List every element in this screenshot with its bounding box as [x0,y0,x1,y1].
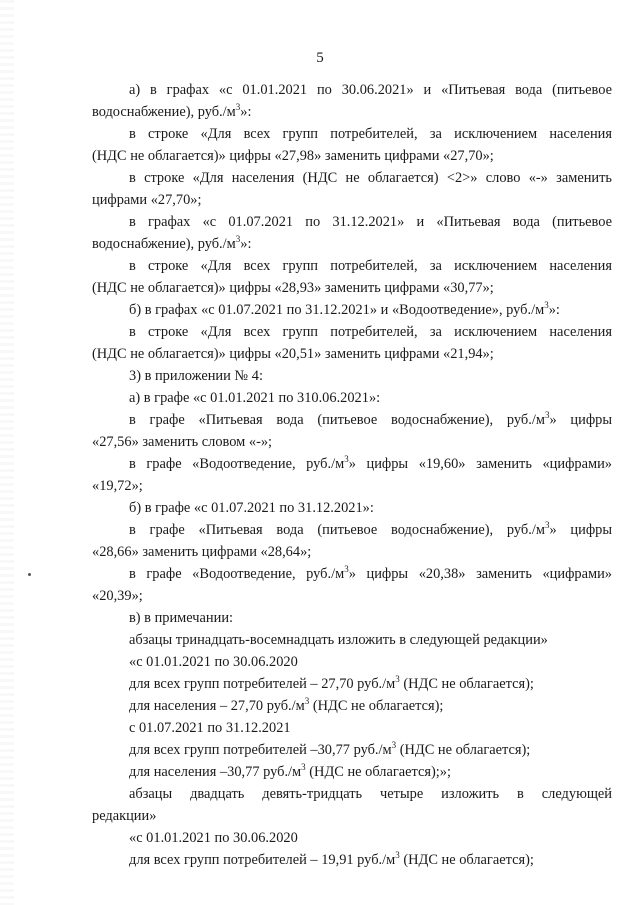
text-line: (НДС не облагается)» цифры «27,98» заменить цифрами «27,70»; [92,148,494,164]
text-line: «27,56» заменить словом «-»; [92,434,273,450]
text-line: в графе «Водоотведение, $руб./м^3$» цифры «19,60» заменить «цифрами» [129,454,612,472]
text-line: для населения – 27,70 $руб./м^3$ (НДС не облагается); [129,696,444,714]
text-line: в графе «Водоотведение, $руб./м^3$» цифры «20,38» заменить «цифрами» [129,564,612,582]
text-line: а) в графе «с 01.01.2021 по 310.06.2021»: [129,390,381,406]
text-line: для населения –30,77 $руб./м^3$ (НДС не облагается);»; [129,762,451,780]
text-line: в строке «Для всех групп потребителей, за исключением населения [129,126,612,142]
document-body [92,79,612,871]
text-line: в графах «с 01.07.2021 по 31.12.2021» и «Питьевая вода (питьевое [129,214,612,230]
text-line: (НДС не облагается)» цифры «20,51» заменить цифрами «21,94»; [92,346,494,362]
text-line: абзацы тринадцать-восемнадцать изложить в следующей редакции» [129,632,548,648]
text-line: с 01.07.2021 по 31.12.2021 [129,720,291,736]
text-line: водоснабжение), $руб./м^3$»: [92,102,252,120]
text-line: «19,72»; [92,478,143,494]
text-line: в строке «Для населения (НДС не облагается) <2>» слово «-» заменить [129,170,612,186]
text-line: редакции» [92,808,157,824]
text-line: для всех групп потребителей – 19,91 $руб./м^3$ (НДС не облагается); [129,850,534,868]
scan-speck [28,573,31,576]
text-line: б) в графе «с 01.07.2021 по 31.12.2021»: [129,500,374,516]
page-number: 5 [316,50,324,66]
text-line: «с 01.01.2021 по 30.06.2020 [129,830,298,846]
text-line: водоснабжение), $руб./м^3$»: [92,234,252,252]
text-line: «28,66» заменить цифрами «28,64»; [92,544,312,560]
text-line: в) в примечании: [129,610,234,626]
text-line: в графе «Питьевая вода (питьевое водоснабжение), $руб./м^3$» цифры [129,520,612,538]
text-line: абзацы двадцать девять-тридцать четыре изложить в следующей [129,786,612,802]
text-line: (НДС не облагается)» цифры «28,93» заменить цифрами «30,77»; [92,280,494,296]
text-line: для всех групп потребителей –30,77 $руб./м^3$ (НДС не облагается); [129,740,531,758]
text-line: в строке «Для всех групп потребителей, за исключением населения [129,258,612,274]
scan-edge [0,0,14,905]
text-line: цифрами «27,70»; [92,192,202,208]
text-line: а) в графах «с 01.01.2021 по 30.06.2021» и «Питьевая вода (питьевое [129,82,612,98]
text-line: 3) в приложении № 4: [129,368,263,384]
text-line: для всех групп потребителей – 27,70 $руб./м^3$ (НДС не облагается); [129,674,534,692]
text-line: «с 01.01.2021 по 30.06.2020 [129,654,298,670]
text-line: б) в графах «с 01.07.2021 по 31.12.2021» и «Водоотведение», $руб./м^3$»: [129,300,560,318]
text-line: в графе «Питьевая вода (питьевое водоснабжение), $руб./м^3$» цифры [129,410,612,428]
text-line: в строке «Для всех групп потребителей, за исключением населения [129,324,612,340]
text-line: «20,39»; [92,588,143,604]
